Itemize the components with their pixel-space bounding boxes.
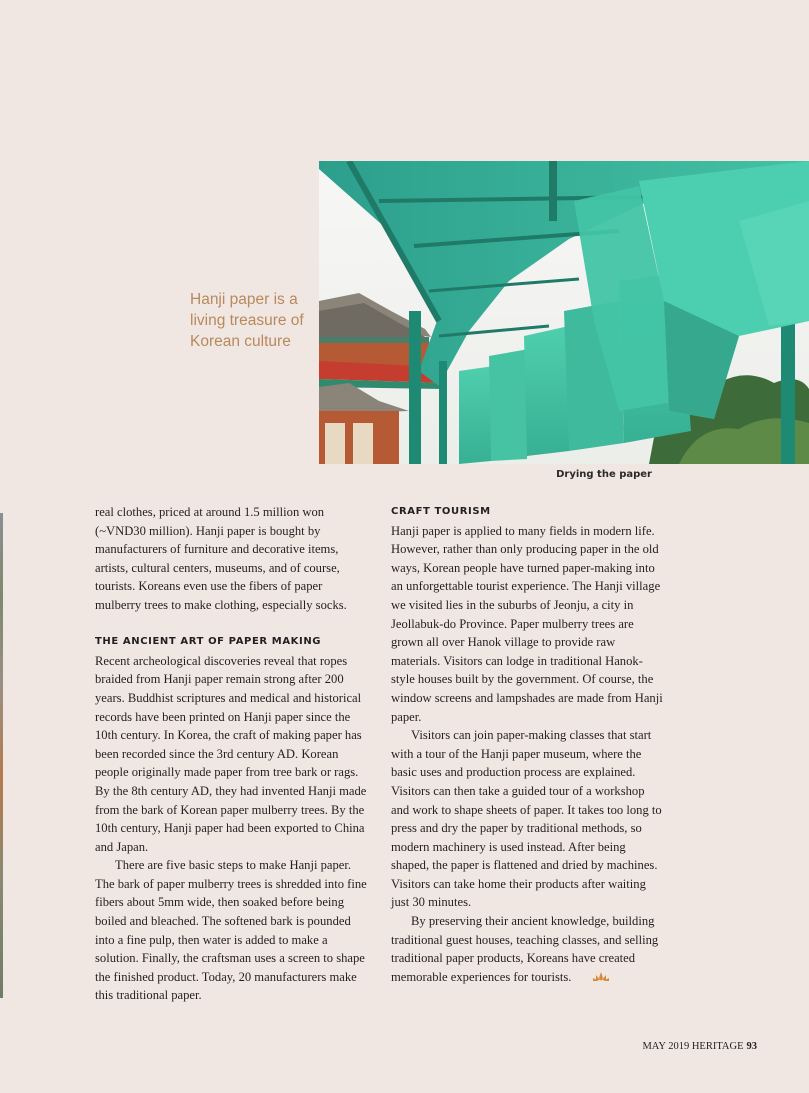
body-paragraph: There are five basic steps to make Hanji paper. The bark of paper mulberry trees is shredded into fine fibers about 5mm wide, then soaked before being boiled and bleached. The softened bark is pounded into a fine pulp, then water is added to make a solution. Finally, the craftsman uses a screen to shape the finished product. Today, 20 manufacturers make this traditional paper. bbox=[95, 858, 367, 1003]
intro-paragraph: real clothes, priced at around 1.5 million won (~VND30 million). Hanji paper is bought by manufacturers of furniture and decorative items, artists, cultural centers, museums, and of course, tourists. Koreans even use the fibers of paper mulberry trees to make clothing, especially socks. bbox=[95, 505, 347, 612]
page-footer bbox=[600, 1041, 757, 1052]
previous-page-edge bbox=[0, 513, 3, 998]
right-column bbox=[391, 503, 663, 987]
body-paragraph: Visitors can join paper-making classes that start with a tour of the Hanji paper museum, where the basic uses and production process are explained. Visitors can then take a guided tour of a workshop and work to shape sheets of paper. It takes too long to press and dry the paper by traditional methods, so modern machinery is used instead. After being shaped, the paper is flattened and dried by machines. Visitors can take home their products after waiting just 30 minutes. bbox=[391, 728, 662, 910]
pull-quote: Hanji paper is a living treasure of Korean culture bbox=[190, 291, 304, 350]
section-heading-craft-tourism: CRAFT TOURISM bbox=[391, 506, 491, 517]
section-heading-ancient-art: THE ANCIENT ART OF PAPER MAKING bbox=[95, 636, 322, 648]
body-paragraph: Hanji paper is applied to many fields in modern life. However, rather than only producing paper in the old ways, Korean people have turned paper-making into an unforgettable tourist experience. The Hanji village we visited lies in the suburbs of Jeonju, a city in Jeollabuk-do Province. Paper mulberry trees are grown all over Hanok village to provide raw materials. Visitors can lodge in traditional Hanok-style houses built by the government. Of course, the window screens and lampshades are made from Hanji paper. bbox=[391, 523, 663, 724]
left-column bbox=[95, 503, 367, 1005]
closing-paragraph bbox=[391, 912, 663, 987]
page-number: 93 bbox=[746, 1041, 757, 1052]
lotus-icon bbox=[573, 969, 609, 988]
issue-label: MAY 2019 HERITAGE bbox=[642, 1041, 744, 1052]
photo-caption: Drying the paper bbox=[556, 469, 652, 480]
drying-paper-photo bbox=[319, 161, 809, 464]
body-paragraph: Recent archeological discoveries reveal that ropes braided from Hanji paper remain strong after 200 years. Buddhist scriptures and medical and historical records have been printed on Hanji paper since the 10th century. In Korea, the craft of making paper has been recorded since the 3rd century AD. Korean people originally made paper from tree bark or rags. By the 8th century AD, they had invented Hanji made from the bark of Korean paper mulberry trees. By the 10th century, Hanji paper had been exported to China and Japan. bbox=[95, 653, 367, 854]
closing-text: By preserving their ancient knowledge, building traditional guest houses, teaching classes, and selling traditional paper products, Koreans have created memorable experiences for tourists. bbox=[391, 914, 659, 984]
